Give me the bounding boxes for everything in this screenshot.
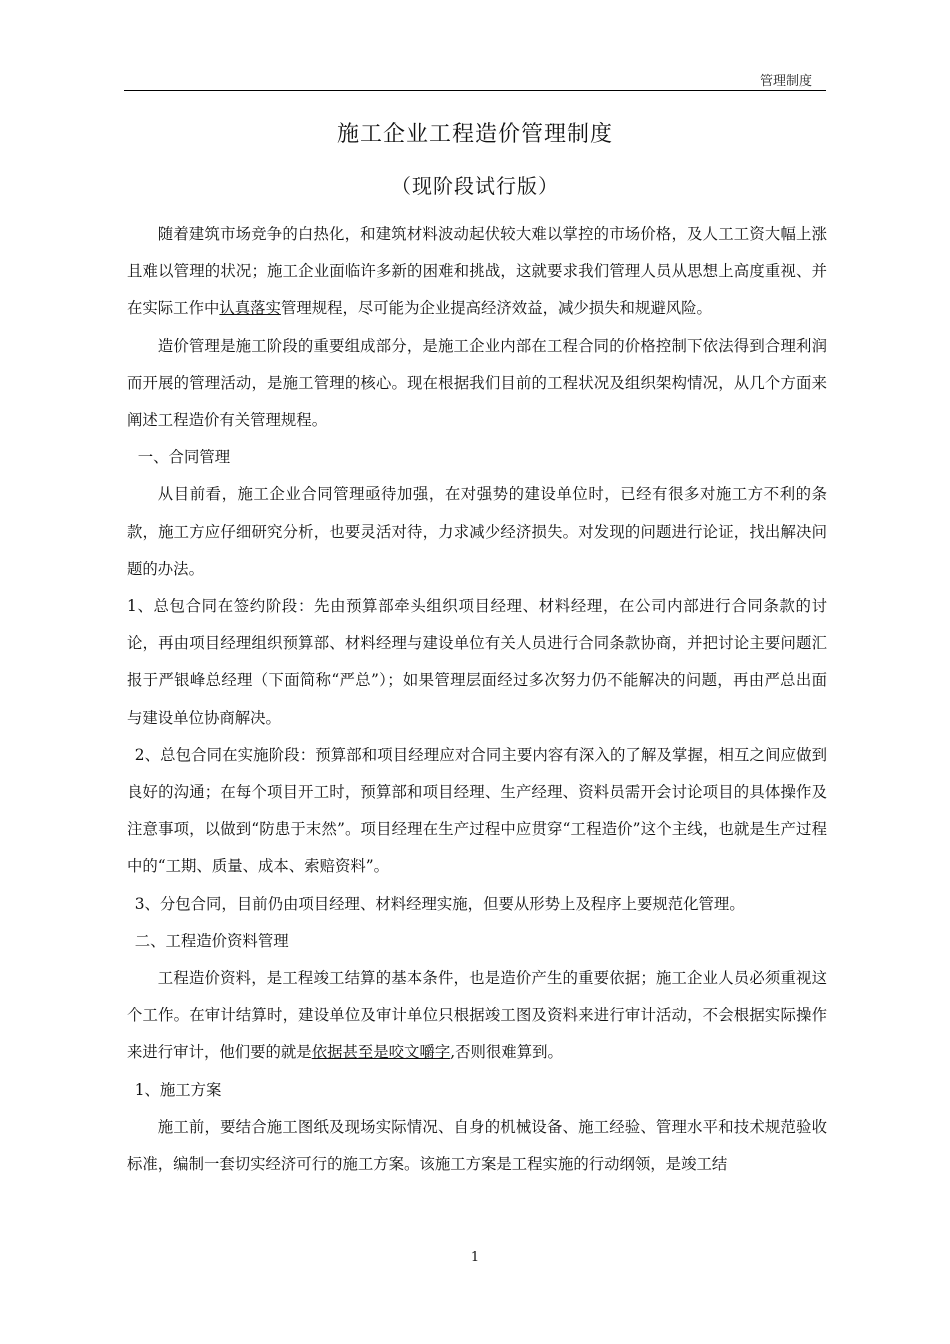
paragraph-text: 随着建筑市场竞争的白热化，和建筑材料波动起伏较大难以掌控的市场价格，及人工工资大幅上涨且难以管理的状况；施工企业面临许多新的困难和挑战，这就要求我们管理人员从思想上高度重视、并在实际工作中 (127, 225, 827, 318)
paragraph-text: 管理规程，尽可能为企业提高经济效益，减少损失和规避风险。 (280, 299, 712, 318)
document-body (127, 216, 827, 1183)
paragraph-text: 工程造价资料，是工程竣工结算的基本条件，也是造价产生的重要依据；施工企业人员必须重视这个工作。在审计结算时，建设单位及审计单位只根据竣工图及资料来进行审计活动，不会根据实际操作来进行审计，他们要的就是 (127, 969, 827, 1062)
document-title: 施工企业工程造价管理制度 (336, 122, 613, 147)
underlined-text: 依据甚至是咬文嚼字 (311, 1043, 451, 1062)
document-subtitle: （现阶段试行版） (391, 174, 559, 198)
subsection-heading-construction-plan: 1、施工方案 (134, 1080, 222, 1099)
section-heading-cost-data: 二、工程造价资料管理 (134, 931, 289, 950)
header-label: 管理制度 (759, 74, 812, 89)
paragraph-contract-intro: 从目前看，施工企业合同管理亟待加强，在对强势的建设单位时，已经有很多对施工方不利的条款，施工方应仔细研究分析，也要灵活对待，力求减少经济损失。对发现的问题进行论证，找出解决问题的办法。 (127, 485, 827, 578)
paragraph-intro (127, 216, 827, 328)
paragraph-text: ,否则很难算到。 (450, 1043, 563, 1062)
paragraph-overview: 造价管理是施工阶段的重要组成部分，是施工企业内部在工程合同的价格控制下依法得到合理利润而开展的管理活动，是施工管理的核心。现在根据我们目前的工程状况及组织架构情况，从几个方面来阐述工程造价有关管理规程。 (127, 336, 827, 430)
paragraph-cost-data (127, 960, 827, 1072)
page-number: 1 (470, 1250, 480, 1265)
section-heading-contract: 一、合同管理 (137, 448, 231, 467)
paragraph-contract-item-3: 3、分包合同，目前仍由项目经理、材料经理实施，但要从形势上及程序上要规范化管理。 (134, 894, 745, 913)
page-header (124, 66, 826, 91)
paragraph-contract-item-1: 1、总包合同在签约阶段：先由预算部牵头组织项目经理、材料经理，在公司内部进行合同条款的讨论，再由项目经理组织预算部、材料经理与建设单位有关人员进行合同条款协商，并把讨论主要问题汇报于严银峰总经理（下面简称“严总”）；如果管理层面经过多次努力仍不能解决的问题，再由严总出面与建设单位协商解决。 (127, 597, 827, 727)
paragraph-construction-plan: 施工前，要结合施工图纸及现场实际情况、自身的机械设备、施工经验、管理水平和技术规范验收标准，编制一套切实经济可行的施工方案。该施工方案是工程实施的行动纲领，是竣工结 (127, 1117, 827, 1174)
paragraph-contract-item-2: 2、总包合同在实施阶段：预算部和项目经理应对合同主要内容有深入的了解及掌握，相互之间应做到良好的沟通；在每个项目开工时，预算部和项目经理、生产经理、资料员需开会讨论项目的具体操作及注意事项，以做到“防患于末然”。项目经理在生产过程中应贯穿“工程造价”这个主线，也就是生产过程中的“工期、质量、成本、索赔资料”。 (127, 745, 827, 876)
underlined-text: 认真落实 (219, 299, 281, 318)
